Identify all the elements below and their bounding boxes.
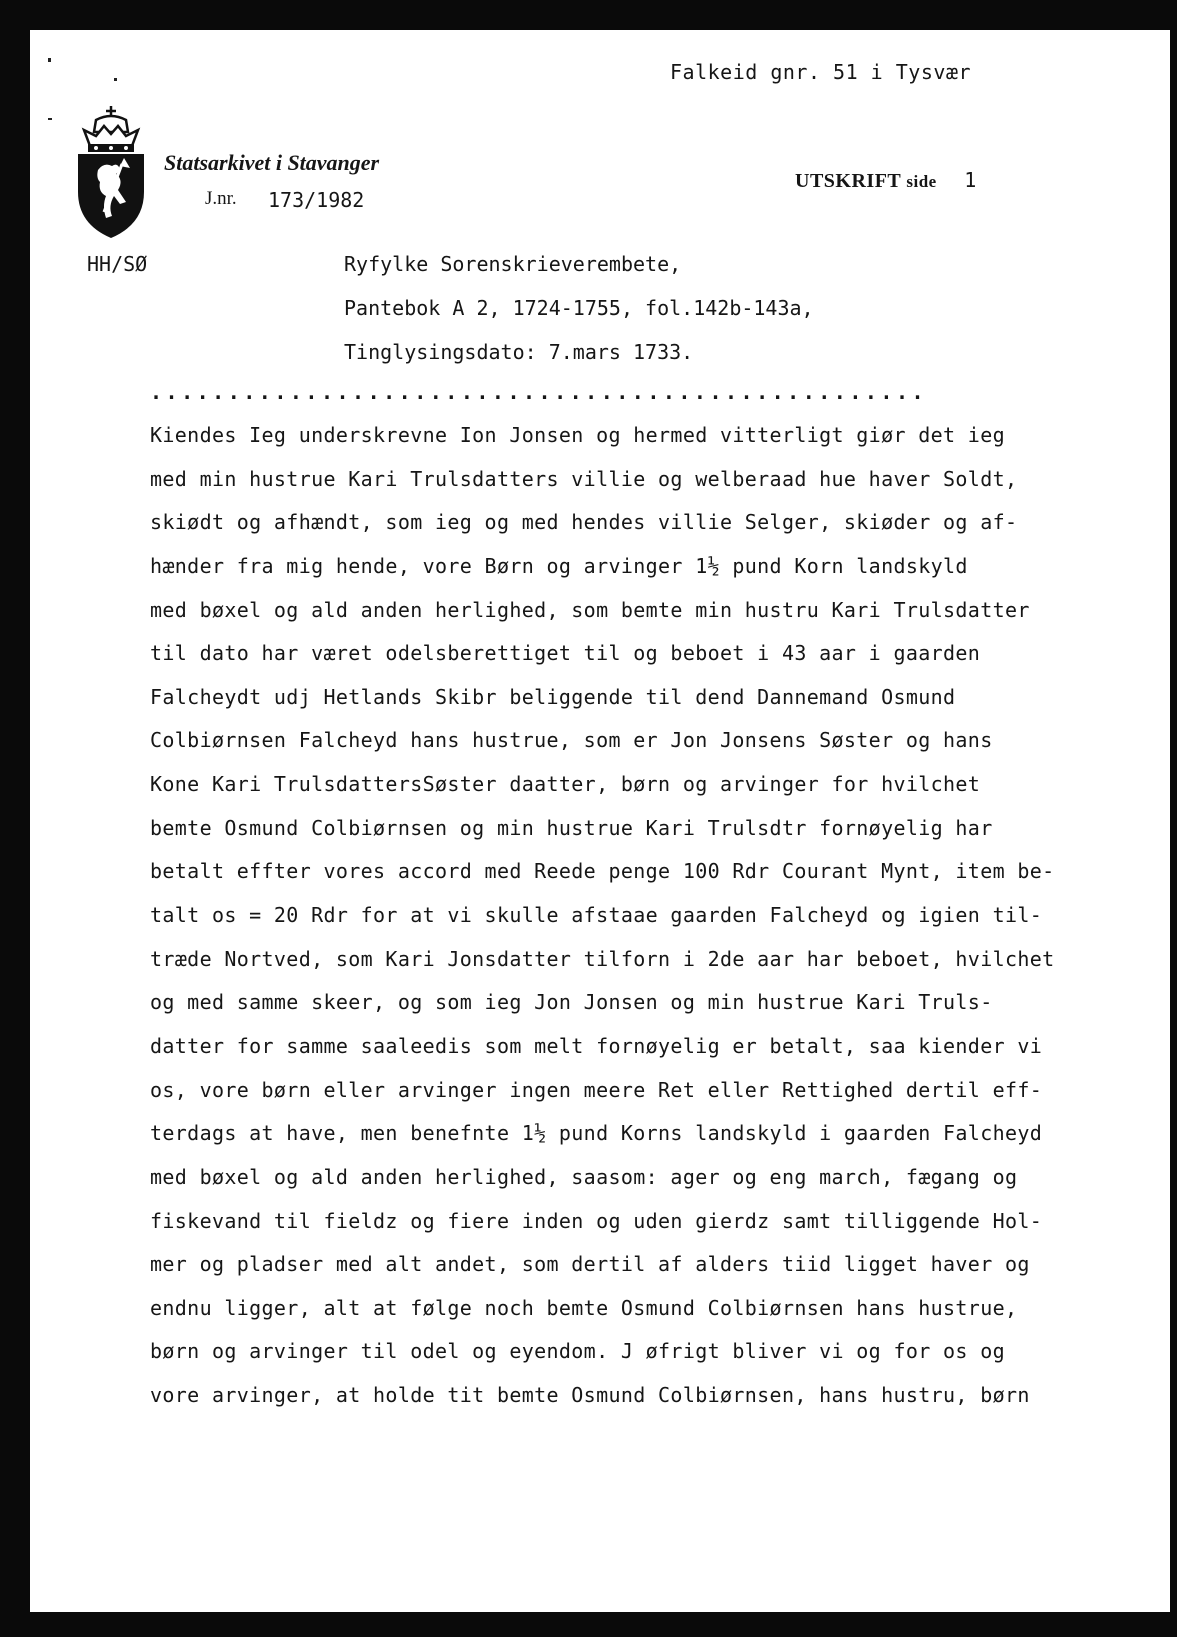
text-line: Kiendes Ieg underskrevne Ion Jonsen og hermed vitterligt giør det ieg <box>150 423 1005 447</box>
document-page <box>30 30 1170 1612</box>
text-line: med bøxel og ald anden herlighed, som bemte min hustru Kari Trulsdatter <box>150 597 1030 622</box>
norwegian-coat-of-arms-icon <box>74 106 148 240</box>
text-line: endnu ligger, alt at følge noch bemte Osmund Colbiørnsen hans hustrue, <box>150 1295 1018 1320</box>
text-line: Kone Kari TrulsdattersSøster daatter, børn og arvinger for hvilchet <box>150 772 981 797</box>
clerk-initials: HH/SØ <box>87 252 148 276</box>
journal-number-label: J.nr. <box>205 188 237 209</box>
text-line: fiskevand til fieldz og fiere inden og uden gierdz samt tilliggende Hol- <box>150 1208 1043 1233</box>
text-line: vore arvinger, at holde tit bemte Osmund Colbiørnsen, hans hustru, børn <box>150 1383 1030 1408</box>
archive-name: Statsarkivet i Stavanger <box>164 150 380 175</box>
transcription-body <box>150 414 1110 1418</box>
scan-speck <box>114 78 117 81</box>
scan-speck <box>48 118 52 120</box>
text-line: med bøxel og ald anden herlighed, saasom: ager og eng march, fægang og <box>150 1164 1018 1189</box>
text-line: Colbiørnsen Falcheyd hans hustrue, som er Jon Jonsens Søster og hans <box>150 728 993 753</box>
text-line: talt os = 20 Rdr for at vi skulle afstaae gaarden Falcheyd og igien til- <box>150 903 1043 928</box>
text-line: datter for samme saaleedis som melt fornøyelig er betalt, saa kiender vi <box>150 1033 1043 1058</box>
registration-date: Tinglysingsdato: 7.mars 1733. <box>344 340 694 364</box>
print-side-label: side <box>906 172 937 191</box>
journal-number: 173/1982 <box>268 188 365 212</box>
text-line: bemte Osmund Colbiørnsen og min hustrue Kari Trulsdtr fornøyelig har <box>150 815 993 840</box>
text-line: terdags at have, men benefnte 1½ pund Korns landskyld i gaarden Falcheyd <box>150 1121 1043 1146</box>
text-line: os, vore børn eller arvinger ingen meere Ret eller Rettighed dertil eff- <box>150 1077 1043 1102</box>
scan-speck <box>48 58 51 62</box>
text-line: hænder fra mig hende, vore Børn og arvinger 1½ pund Korn landskyld <box>150 553 968 578</box>
print-stamp <box>795 168 977 193</box>
text-line: skiødt og afhændt, som ieg og med hendes villie Selger, skiøder og af- <box>150 510 1018 535</box>
text-line: med min hustrue Kari Trulsdatters villie og welberaad hue haver Soldt, <box>150 466 1018 491</box>
source-volume: Pantebok A 2, 1724-1755, fol.142b-143a, <box>344 296 814 320</box>
text-line: betalt effter vores accord med Reede penge 100 Rdr Courant Mynt, item be- <box>150 859 1055 884</box>
text-line: til dato har været odelsberettiget til og beboet i 43 aar i gaarden <box>150 641 981 666</box>
text-line: børn og arvinger til odel og eyendom. J øfrigt bliver vi og for os og <box>150 1339 1005 1364</box>
dotted-separator: .................................................. <box>150 380 928 404</box>
page-number: 1 <box>964 168 977 192</box>
property-reference: Falkeid gnr. 51 i Tysvær <box>670 60 971 84</box>
source-archive: Ryfylke Sorenskrieverembete, <box>344 252 682 276</box>
text-line: og med samme skeer, og som ieg Jon Jonsen og min hustrue Kari Truls- <box>150 990 993 1015</box>
text-line: træde Nortved, som Kari Jonsdatter tilforn i 2de aar har beboet, hvilchet <box>150 946 1055 971</box>
text-line: Falcheydt udj Hetlands Skibr beliggende til dend Dannemand Osmund <box>150 684 956 709</box>
print-label: UTSKRIFT <box>795 170 901 192</box>
text-line: mer og pladser med alt andet, som dertil af alders tiid ligget haver og <box>150 1252 1030 1277</box>
